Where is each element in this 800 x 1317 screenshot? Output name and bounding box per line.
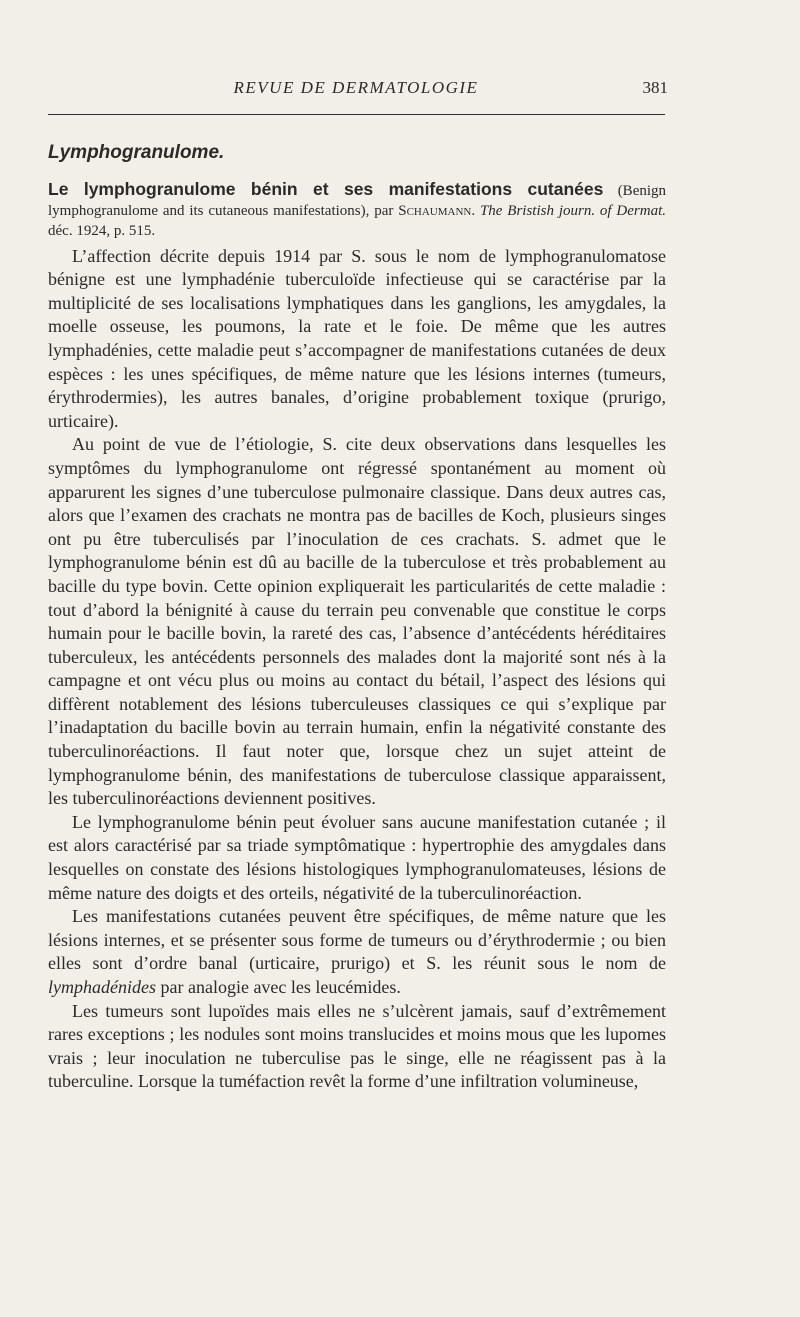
article-body [48,141,666,1094]
article-title: Le lymphogranulome bénin et ses manifestations cutanées [48,178,604,199]
paragraph-3: Le lymphogranulome bénin peut évoluer sans aucune manifestation cutanée ; il est alors caractérisé par sa triade symptômatique : hypertrophie des amygdales dans lesquelles on constate des lésions histologiques lymphogranulomateuses, lésions de même nature des doigts et des orteils, négativité de la tuberculinoréaction. [48,811,666,903]
paragraph-5: Les tumeurs sont lupoïdes mais elles ne s’ulcèrent jamais, sauf d’extrêmement rares exceptions ; les nodules sont moins translucides et moins mous que les lupomes vrais ; leur inoculation ne tuberculise pas le singe, elle ne réagissent pas à la tuberculine. Lorsque la tuméfaction revêt la forme d’une infiltration volumineuse, [48,1000,666,1092]
section-heading: Lymphogranulome. [48,142,225,163]
running-head [48,78,668,104]
paragraph-2: Au point de vue de l’étiologie, S. cite deux observations dans lesquelles les symptômes du lymphogranulome ont régressé spontanément au moment où apparurent les signes d’une tuberculose pulmonaire classique. Dans deux autres cas, alors que l’examen des crachats ne montra pas de bacilles de Koch, plusieurs singes ont pu être tuberculisés par l’inoculation de ces crachats. S. admet que le lymphogranulome bénin est dû au bacille de la tuberculose et très probablement au bacille du type bovin. Cette opinion expliquerait les particularités de cette maladie : tout d’abord la bénignité à cause du terrain peu convenable que constitue le corps humain pour le bacille bovin, la rareté des cas, l’absence d’antécédents héréditaires tuberculeux, les antécédents personnels des malades dont la majorité sont nés à la campagne et ont vécu plus ou moins au contact du bétail, l’aspect des lésions qui diffèrent notablement des lésions tuberculeuses classiques ce qui s’explique par l’inadaptation du bacille bovin au terrain humain, enfin la négativité constante des tuberculinoréactions. Il faut noter que, lorsque chez un sujet atteint de lymphogranulome bénin, des manifestations de tuberculose classique apparaissent, les tuberculinoréactions deviennent positives. [48,434,666,809]
header-rule [48,114,665,115]
page-number: 381 [642,78,668,97]
paragraph-1: L’affection décrite depuis 1914 par S. sous le nom de lymphogranulomatose bénigne est une lymphadénie tuberculoïde infectieuse qui se caractérise par la multiplicité de ses localisations lymphatiques dans les ganglions, les amygdales, la moelle osseuse, les poumons, la rate et le foie. De même que les autres lymphadénies, cette maladie peut s’accompagner de manifestations cutanées de deux espèces : les unes spécifiques, de même nature que les lésions internes (tumeurs, érythrodermies), les autres banales, d’origine probablement toxique (prurigo, urticaire). [48,245,666,431]
bibliographic-reference [48,179,666,241]
paragraph-4 [48,905,666,999]
reference-details: déc. 1924, p. 515. [48,222,156,239]
journal-title: REVUE DE DERMATOLOGIE [233,78,479,97]
italic-term: lymphadénides [48,977,156,997]
paragraph-4-end: par analogie avec les leucémides. [160,977,401,997]
author-name: Schaumann. [398,202,476,219]
paragraph-4-text: Les manifestations cutanées peuvent être spécifiques, de même nature que les lésions internes, et se présenter sous forme de tumeurs ou d’érythrodermie ; ou bien elles sont d’ordre banal (urticaire, prurigo) et S. les réunit sous le nom de [48,906,666,974]
english-title: (Benign lymphogranulome and its cutaneous manifestations), par [48,182,667,219]
journal-name: The Bristish journ. of Dermat. [479,202,666,219]
